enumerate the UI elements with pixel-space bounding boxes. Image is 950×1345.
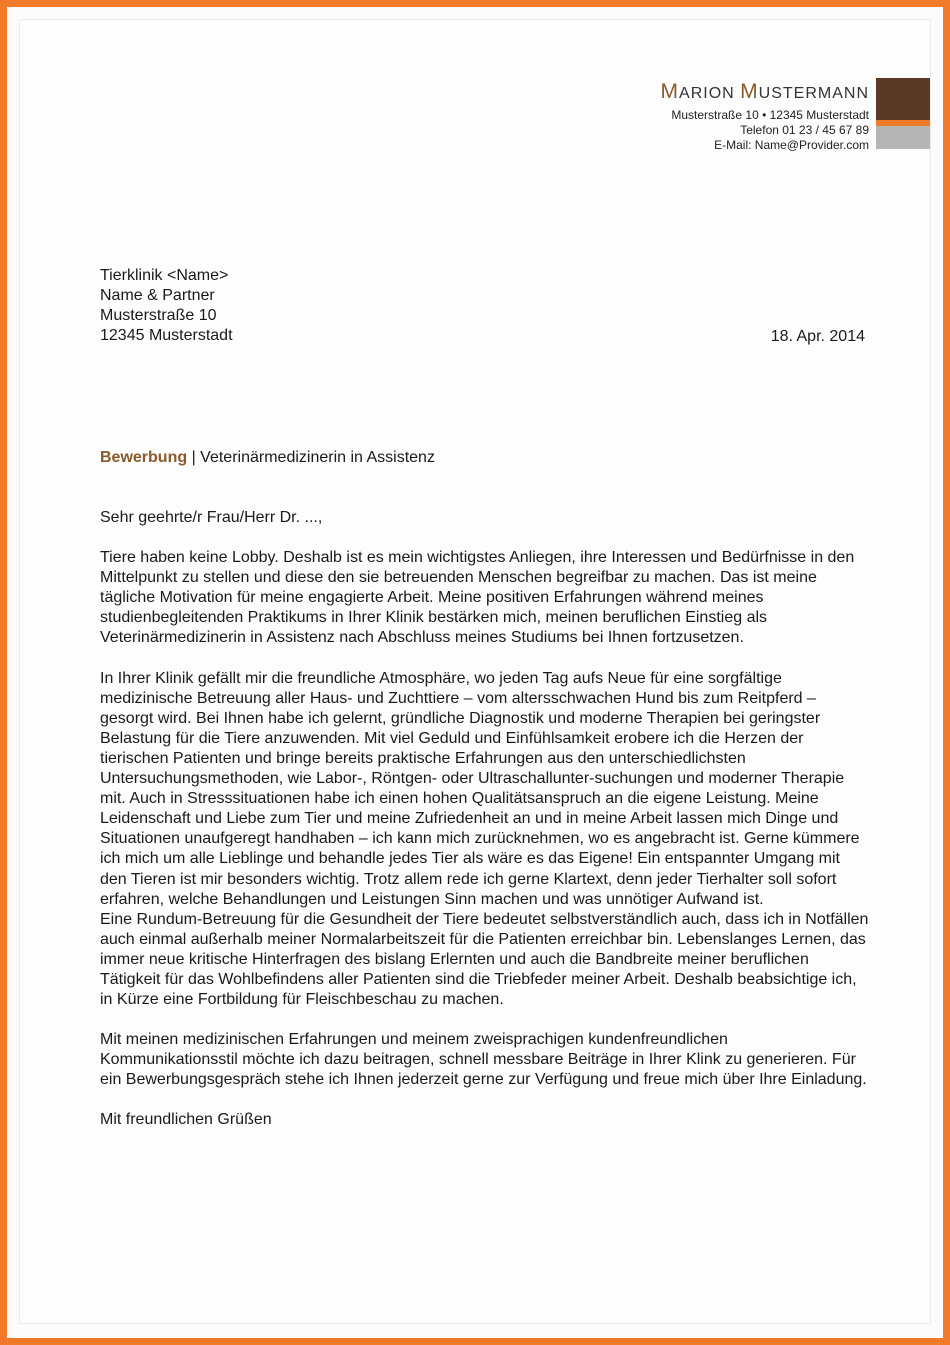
sender-first-initial: M xyxy=(660,80,680,103)
sender-phone: Telefon 01 23 / 45 67 89 xyxy=(740,123,869,137)
paragraph-2: In Ihrer Klinik gefällt mir die freundliche Atmosphäre, wo jeden Tag aufs Neue für eine sorgfältige medizinische Betreuung aller Haus- und Zuchttiere – vom altersschwachen Hund bis zum Reitpferd – gesorgt wird. Bei Ihnen habe ich gelernt, gründliche Diagnostik und moderne Therapien bei geringster Belastung für die Tiere anzuwenden. Mit viel Geduld und Einfühlsamkeit erobere ich die Herzen der tierischen Patienten und bringe bereits praktische Erfahrungen aus den unterschiedlichsten Untersuchungsmethoden, wie Labor-, Röntgen- oder Ultraschallunter-suchungen und moderner Therapie mit. Auch in Stresssituationen habe ich einen hohen Qualitätsanspruch an die eigene Leistung. Meine Leidenschaft und Liebe zum Tier und meine Zufriedenheit an und in meine Arbeit lassen mich Dinge und Situationen unaufgeregt handhaben – ich kann mich zurücknehmen, wo es angebracht ist. Gerne kümmere ich mich um alle Lieblinge und behandle jedes Tier als wäre es das Eigene! Ein entspannter Umgang mit den Tieren ist mir besonders wichtig. Trotz allem rede ich gerne Klartext, denn jeder Tierhalter soll sofort erfahren, welche Behandlungen und Leistungen Sinn machen und was unnötiger Aufwand ist. xyxy=(100,669,860,908)
subject-line xyxy=(100,448,435,468)
subject-separator: | xyxy=(187,449,201,466)
letter-body xyxy=(100,508,870,1151)
brand-dark-bar xyxy=(876,78,930,120)
brand-grey-bar xyxy=(876,126,930,149)
recipient-line: Musterstraße 10 xyxy=(100,307,217,324)
sender-last-initial: M xyxy=(740,80,759,103)
paragraph-3: Eine Rundum-Betreuung für die Gesundheit der Tiere bedeutet selbstverständlich auch, dass ich in Notfällen auch einmal außerhalb meiner Normalarbeitszeit für die Patienten erreichbar bin. Lebenslanges Lernen, das immer neue kritische Hinterfragen des bislang Erlernten und auch die Bandbreite meiner beruflichen Tätigkeit für das Wohlbefindens aller Patienten sind die Triebfeder meiner Arbeit. Deshalb beabsichtige ich, in Kürze eine Fortbildung für Fleischbeschau zu machen. xyxy=(100,910,869,1009)
sender-block xyxy=(661,80,869,153)
recipient-line: Tierklinik <Name> xyxy=(100,267,229,284)
sender-name xyxy=(661,80,869,104)
paragraph-1: Tiere haben keine Lobby. Deshalb ist es mein wichtigstes Anliegen, ihre Interessen und Bedürfnisse in den Mittelpunkt zu stellen und diese den sie betreuenden Menschen begreifbar zu machen. Das ist meine tägliche Motivation für meine engagierte Arbeit. Meine positiven Erfahrungen während meines studienbegleitenden Praktikums in Ihrer Klinik bestärken mich, meinen beruflichen Einstieg als Veterinärmedizinerin in Assistenz nach Abschluss meines Studiums bei Ihnen fortzusetzen. xyxy=(100,549,855,647)
sender-first-rest: ARION xyxy=(679,85,735,102)
subject-title: Veterinärmedizinerin in Assistenz xyxy=(200,449,435,466)
recipient-line: Name & Partner xyxy=(100,287,215,304)
letter-date: 18. Apr. 2014 xyxy=(770,328,865,345)
subject-keyword: Bewerbung xyxy=(100,449,188,466)
paragraph-4: Mit meinen medizinischen Erfahrungen und meinem zweisprachigen kundenfreundlichen Kommunikationsstil möchte ich dazu beitragen, schnell messbare Beiträge in Ihrer Klink zu generieren. Für ein Bewerbungsgespräch stehe ich Ihnen jederzeit gerne zur Verfügung und freue mich über Ihre Einladung. xyxy=(100,1031,867,1089)
recipient-line: 12345 Musterstadt xyxy=(100,327,233,344)
sender-address: Musterstraße 10 • 12345 Musterstadt xyxy=(671,108,869,122)
sender-email: E-Mail: Name@Provider.com xyxy=(714,138,869,152)
salutation: Sehr geehrte/r Frau/Herr Dr. ..., xyxy=(100,509,323,526)
closing: Mit freundlichen Grüßen xyxy=(100,1111,272,1129)
brand-color-block xyxy=(876,78,930,149)
sender-last-rest: USTERMANN xyxy=(758,85,869,102)
recipient-address xyxy=(100,266,233,346)
